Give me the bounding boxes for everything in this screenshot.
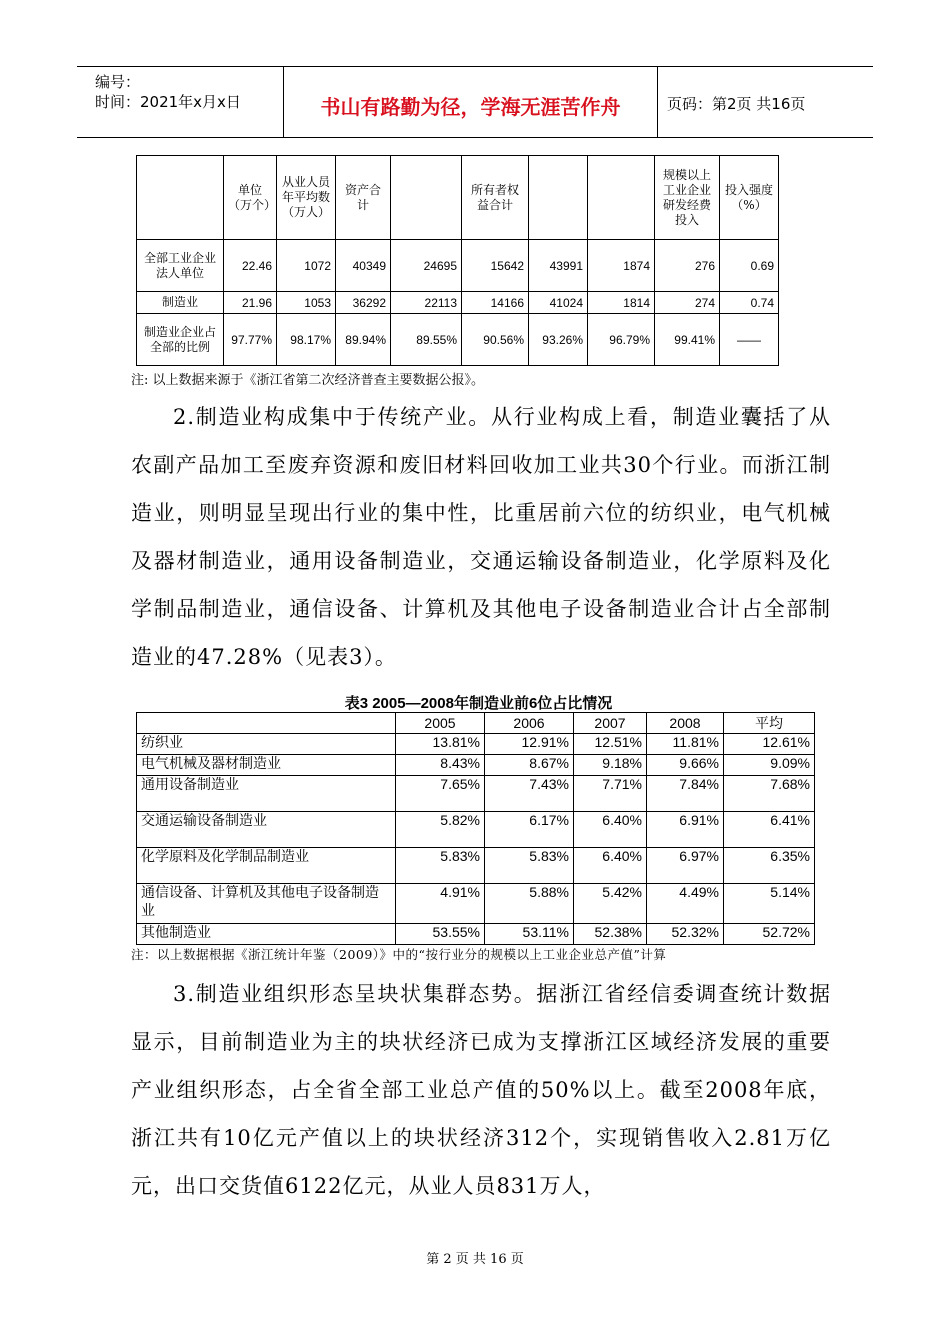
table-cell: 6.17% [485,812,574,848]
table-cell: 22.46 [224,240,277,292]
paragraph-cluster-structure [131,970,831,1210]
table-top6-share [136,712,815,945]
row-label: 制造业 [137,292,224,314]
table-row [137,755,815,776]
table-cell: 53.11% [485,924,574,945]
table-cell: 24695 [391,240,462,292]
header-divider [657,67,658,137]
paragraph-text: 3.制造业组织形态呈块状集群态势。据浙江省经信委调查统计数据显示，目前制造业为主的块状经济已成为支撑浙江区域经济发展的重要产业组织形态，占全省全部工业总产值的50%以上。截至2008年底，浙江共有10亿元产值以上的块状经济312个，实现销售收入2.81万亿元，出口交货值6122亿元，从业人员831万人， [131,982,831,1198]
header-cell: 2006 [485,713,574,734]
table-cell: 5.88% [485,884,574,924]
table-row [137,776,815,812]
table-cell: 6.41% [724,812,815,848]
table1-note: 注: 以上数据来源于《浙江省第二次经济普查主要数据公报》。 [131,373,485,388]
table-row [137,848,815,884]
row-label: 全部工业企业法人单位 [137,240,224,292]
table-cell: 7.68% [724,776,815,812]
table-cell: 8.43% [396,755,485,776]
table-cell: 40349 [336,240,391,292]
table-cell: 21.96 [224,292,277,314]
header-cell: 2007 [574,713,647,734]
table-cell: 11.81% [647,734,724,755]
header-cell: 平均 [724,713,815,734]
table-cell: 9.18% [574,755,647,776]
table-cell: 90.56% [462,314,529,366]
table-cell: 276 [655,240,720,292]
table-header-row [137,713,815,734]
paragraph-text: 2.制造业构成集中于传统产业。从行业构成上看，制造业囊括了从农副产品加工至废弃资源和废旧材料回收加工业共30个行业。而浙江制造业，则明显呈现出行业的集中性，比重居前六位的纺织业，电气机械及器材制造业，通用设备制造业，交通运输设备制造业，化学原料及化学制品制造业，通信设备、计算机及其他电子设备制造业合计占全部制造业的47.28%（见表3）。 [131,405,831,669]
table-cell: 14166 [462,292,529,314]
table-cell: 99.41% [655,314,720,366]
table-cell: 0.69 [720,240,779,292]
table-cell: 1814 [588,292,655,314]
table-cell: 6.35% [724,848,815,884]
row-label: 通用设备制造业 [137,776,396,812]
time-label: 时间：2021年x月x日 [95,93,241,111]
table-cell: 6.40% [574,812,647,848]
header-cell: 资产合计 [336,156,391,240]
header-meta [95,72,241,112]
table-cell: 89.55% [391,314,462,366]
paragraph-industry-structure [131,393,831,681]
page-header [77,66,873,138]
header-cell: 从业人员年平均数（万人） [277,156,336,240]
row-label: 纺织业 [137,734,396,755]
header-cell [137,156,224,240]
table-cell: 0.74 [720,292,779,314]
table-cell: 97.77% [224,314,277,366]
row-label: 电气机械及器材制造业 [137,755,396,776]
header-cell [137,713,396,734]
table-row [137,734,815,755]
table-cell: 22113 [391,292,462,314]
table-row [137,314,779,366]
table-census [136,155,779,366]
table-cell: 1874 [588,240,655,292]
row-label: 制造业企业占全部的比例 [137,314,224,366]
table-row [137,240,779,292]
header-cell [391,156,462,240]
page-footer: 第 2 页 共 16 页 [426,1252,524,1267]
table-cell: 9.66% [647,755,724,776]
header-cell: 所有者权益合计 [462,156,529,240]
header-cell [529,156,588,240]
table-cell: 52.72% [724,924,815,945]
table-cell: 98.17% [277,314,336,366]
header-cell [588,156,655,240]
code-label: 编号： [95,73,141,91]
header-page-number: 页码：第2页 共16页 [667,95,806,113]
table-cell: 52.38% [574,924,647,945]
table-cell: 8.67% [485,755,574,776]
table-cell: 1053 [277,292,336,314]
table-cell: 5.42% [574,884,647,924]
table-cell: 53.55% [396,924,485,945]
table-row [137,924,815,945]
table-row [137,884,815,924]
table-cell: 6.97% [647,848,724,884]
table-cell: 7.71% [574,776,647,812]
header-cell: 2005 [396,713,485,734]
table-cell: 89.94% [336,314,391,366]
table-cell: 5.14% [724,884,815,924]
table-cell: 5.83% [396,848,485,884]
table-cell: 36292 [336,292,391,314]
table-cell: 12.61% [724,734,815,755]
table-cell: 274 [655,292,720,314]
table-cell: 12.91% [485,734,574,755]
table-cell: 52.32% [647,924,724,945]
table-cell: 4.91% [396,884,485,924]
header-motto: 书山有路勤为径，学海无涯苦作舟 [320,95,621,119]
table3-note: 注：以上数据根据《浙江统计年鉴（2009）》中的“按行业分的规模以上工业企业总产值”计算 [131,947,667,962]
header-cell: 投入强度（%） [720,156,779,240]
table-cell: 15642 [462,240,529,292]
row-label: 通信设备、计算机及其他电子设备制造业 [137,884,396,924]
table-cell: 6.40% [574,848,647,884]
table3-caption: 表3 2005—2008年制造业前6位占比情况 [344,695,613,712]
table-cell: 13.81% [396,734,485,755]
table-cell: 96.79% [588,314,655,366]
row-label: 其他制造业 [137,924,396,945]
row-label: 化学原料及化学制品制造业 [137,848,396,884]
table-cell: 4.49% [647,884,724,924]
header-cell: 单位（万个） [224,156,277,240]
table-row [137,812,815,848]
table-cell: 7.84% [647,776,724,812]
row-label: 交通运输设备制造业 [137,812,396,848]
header-cell: 2008 [647,713,724,734]
table-row [137,292,779,314]
table-header-row [137,156,779,240]
table-cell: —— [720,314,779,366]
table-cell: 1072 [277,240,336,292]
table-cell: 6.91% [647,812,724,848]
table-cell: 43991 [529,240,588,292]
header-cell: 规模以上工业企业研发经费投入 [655,156,720,240]
table-cell: 7.65% [396,776,485,812]
table-cell: 7.43% [485,776,574,812]
table-cell: 41024 [529,292,588,314]
table-cell: 12.51% [574,734,647,755]
table-cell: 93.26% [529,314,588,366]
table-cell: 5.83% [485,848,574,884]
table-cell: 9.09% [724,755,815,776]
table-cell: 5.82% [396,812,485,848]
